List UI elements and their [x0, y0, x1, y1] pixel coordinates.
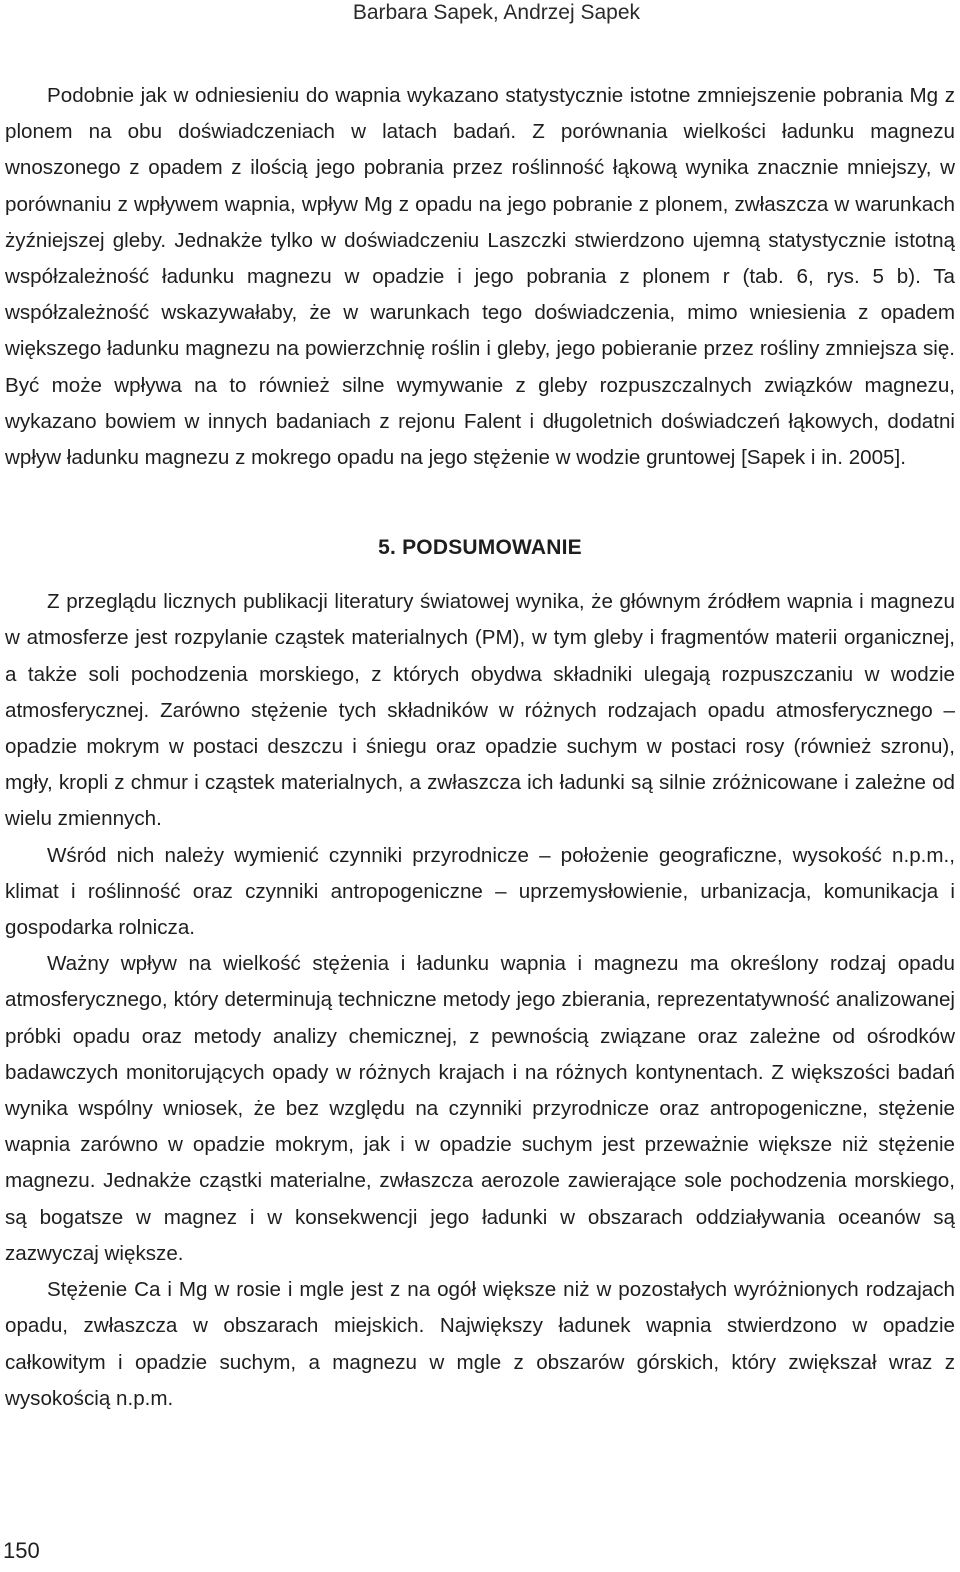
- paragraph: Stężenie Ca i Mg w rosie i mgle jest z na ogół większe niż w pozostałych wyróżnionych rodzajach opadu, zwłaszcza w obszarach miejskich. Największy ładunek wapnia stwierdzono w opadzie całkowitym i opadzie suchym, a magnezu w mgle z obszarów górskich, który zwiększał wraz z wysokością n.p.m.: [5, 1278, 955, 1410]
- paragraph: Wśród nich należy wymienić czynniki przyrodnicze – położenie geograficzne, wysokość n.p.m., klimat i roślinność oraz czynniki antropogeniczne – uprzemysłowienie, urbanizacja, komunikacja i gospodarka rolnicza.: [5, 843, 955, 940]
- page-number: 150: [3, 1538, 40, 1563]
- paragraph: Podobnie jak w odniesieniu do wapnia wykazano statystycznie istotne zmniejszenie pobrania Mg z plonem na obu doświadczeniach w latach badań. Z porównania wielkości ładunku magnezu wnoszonego z opadem z ilością jego pobrania przez roślinność łąkową wynika znacznie mniejszy, w porównaniu z wpływem wapnia, wpływ Mg z opadu na jego pobranie z plonem, zwłaszcza w warunkach żyźniejszej gleby. Jednakże tylko w doświadczeniu Laszczki stwierdzono ujemną statystycznie istotną współzależność ładunku magnezu w opadzie i jego pobrania z plonem r (tab. 6, rys. 5 b). Ta współzależność wskazywałaby, że w warunkach tego doświadczenia, mimo wniesienia z opadem większego ładunku magnezu na powierzchnię roślin i gleby, jego pobieranie przez rośliny zmniejsza się. Być może wpływa na to również silne wymywanie z gleby rozpuszczalnych związków magnezu, wykazano bowiem w innych badaniach z rejonu Falent i długoletnich doświadczeń łąkowych, dodatni wpływ ładunku magnezu z mokrego opadu na jego stężenie w wodzie gruntowej [Sapek i in. 2005].: [5, 84, 955, 470]
- running-head-authors: Barbara Sapek, Andrzej Sapek: [352, 1, 640, 24]
- page-body: [5, 78, 955, 1417]
- paragraph: Z przeglądu licznych publikacji literatury światowej wynika, że głównym źródłem wapnia i magnezu w atmosferze jest rozpylanie cząstek materialnych (PM), w tym gleby i fragmentów materii organicznej, a także soli pochodzenia morskiego, z których obydwa składniki ulegają rozpuszczaniu w wodzie atmosferycznej. Zarówno stężenie tych składników w różnych rodzajach opadu atmosferycznego – opadzie mokrym w postaci deszczu i śniegu oraz opadzie suchym w postaci rosy (również szronu), mgły, kropli z chmur i cząstek materialnych, a zwłaszcza ich ładunki są silnie zróżnicowane i zależne od wielu zmiennych.: [5, 590, 955, 831]
- paragraph: Ważny wpływ na wielkość stężenia i ładunku wapnia i magnezu ma określony rodzaj opadu atmosferycznego, który determinują techniczne metody jego zbierania, reprezentatywność analizowanej próbki opadu oraz metody analizy chemicznej, z pewnością związane oraz zależne od ośrodków badawczych monitorujących opady w różnych krajach i na różnych kontynentach. Z większości badań wynika wspólny wniosek, że bez względu na czynniki przyrodnicze oraz antropogeniczne, stężenie wapnia zarówno w opadzie mokrym, jak i w opadzie suchym jest przeważnie większe niż stężenie magnezu. Jednakże cząstki materialne, zwłaszcza aerozole zawierające sole pochodzenia morskiego, są bogatsze w magnez i w konsekwencji jego ładunki w obszarach oddziaływania oceanów są zazwyczaj większe.: [5, 952, 955, 1265]
- section-heading: 5. PODSUMOWANIE: [378, 536, 582, 560]
